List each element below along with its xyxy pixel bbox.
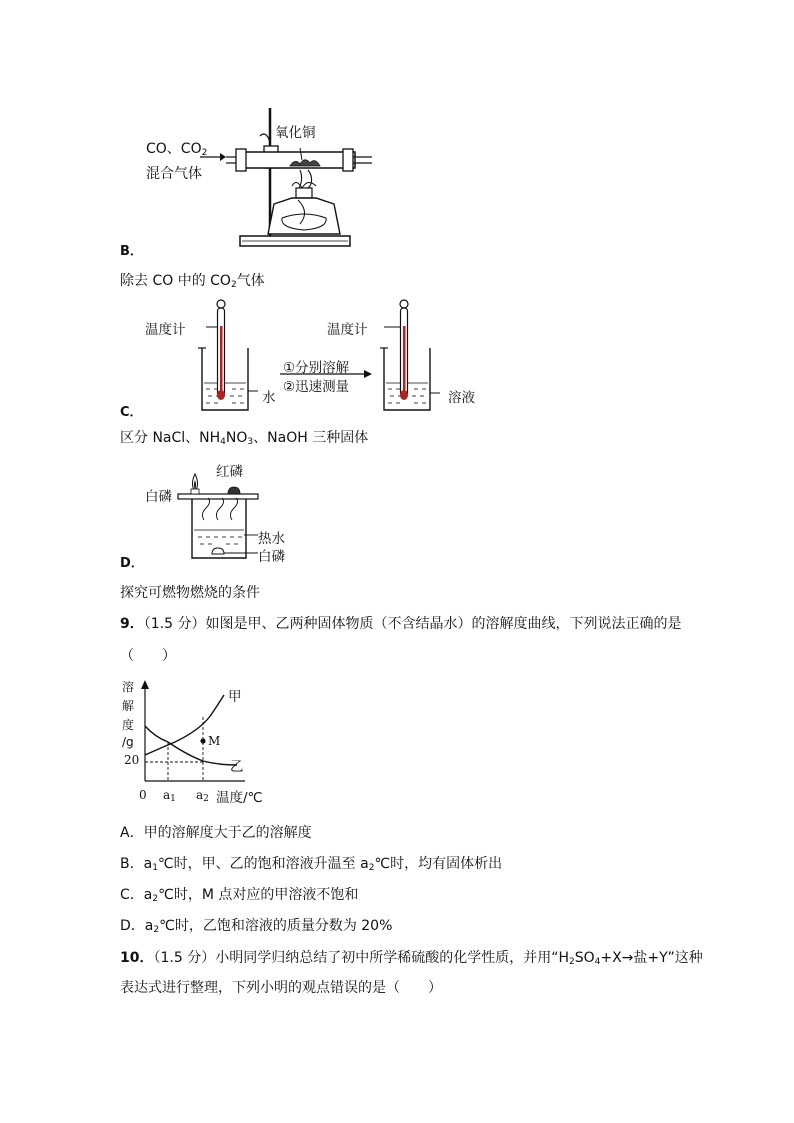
graph-a1-sub: 1 [170, 794, 176, 804]
q9-choice-b[interactable] [120, 853, 502, 873]
graph-y-tick-20: 20 [124, 753, 140, 767]
step1-label: ①分别溶解 [283, 360, 350, 376]
q10-line1-post: +X→盐+Y”这种 [600, 950, 703, 966]
option-c-figure [140, 292, 500, 417]
graph-a2-sub: 2 [203, 794, 209, 804]
q9-stem-line1: （1.5 分）如图是甲、乙两种固体物质（不含结晶水）的溶解度曲线，下列说法正确的是 [143, 616, 682, 632]
graph-curve-yi-label: 乙 [230, 759, 244, 775]
gas-mixture-label [146, 138, 207, 158]
option-c-description [120, 427, 368, 447]
q9-stem-line2: （ ） [120, 648, 176, 664]
graph-origin: 0 [139, 788, 147, 802]
graph-point-m-label: M [208, 734, 221, 748]
white-phosphorus-bottom-label: 白磷 [258, 549, 285, 565]
water-label: 水 [262, 390, 276, 406]
graph-curve-jia-label: 甲 [228, 689, 242, 705]
q10-line1-mid: SO [574, 950, 595, 966]
white-phosphorus-top-label: 白磷 [145, 489, 172, 505]
thermometer-label-left: 温度计 [145, 322, 186, 338]
copper-oxide-label: 氧化铜 [275, 125, 316, 141]
solution-label: 溶液 [448, 390, 475, 406]
q9-stem [120, 613, 681, 633]
option-c-desc-part2: NO [225, 430, 248, 446]
q10-number: 10． [120, 950, 154, 966]
gas-mixture-label-line2: 混合气体 [146, 166, 202, 182]
q9-choice-d-sub: 2 [153, 925, 160, 935]
graph-a1-base: a [163, 788, 171, 802]
q9-choice-d-pre: D．a [120, 918, 154, 934]
q9-choice-d[interactable] [120, 915, 392, 935]
option-d-letter: D． [120, 556, 144, 571]
q9-choice-d-post: ℃时，乙饱和溶液的质量分数为 20% [159, 918, 393, 934]
graph-ylabel-3: 度 [122, 718, 135, 732]
q9-number: 9． [120, 616, 144, 632]
q10-line1-pre: （1.5 分）小明同学归纳总结了初中所学稀硫酸的化学性质，并用“H [153, 950, 569, 966]
point-m [200, 738, 205, 743]
q9-choice-c-post: ℃时，M 点对应的甲溶液不饱和 [158, 887, 359, 903]
q9-choice-b-mid: ℃时，甲、乙的饱和溶液升温至 a [157, 856, 369, 872]
q10-line1-sub1: 2 [568, 957, 575, 967]
hot-water-label: 热水 [258, 531, 285, 547]
option-b-description [120, 270, 265, 290]
curve-yi [145, 726, 237, 765]
red-phosphorus-label: 红磷 [216, 464, 243, 480]
step2-label: ②迅速测量 [283, 379, 350, 395]
q9-choice-b-post: ℃时，均有固体析出 [374, 856, 503, 872]
option-c-desc-part3: 、NaOH 三种固体 [253, 430, 369, 446]
q9-choice-c[interactable] [120, 884, 358, 904]
option-c-desc-sub2: 3 [247, 437, 254, 447]
graph-ylabel-1: 溶 [122, 680, 135, 694]
q9-choice-b-pre: B．a [120, 856, 153, 872]
q10-line1-sub2: 4 [594, 957, 601, 967]
q9-choice-b-sub1: 1 [152, 863, 158, 873]
graph-ylabel-4: /g [122, 735, 134, 749]
option-b-desc-text: 除去 CO 中的 CO [120, 273, 231, 289]
q9-choice-c-pre: C．a [120, 887, 153, 903]
graph-xlabel: 温度/℃ [216, 790, 263, 806]
thermometer-beakers-diagram [140, 292, 500, 417]
option-c-desc-part1: 区分 NaCl、NH [120, 430, 221, 446]
q9-choice-a[interactable]: A．甲的溶解度大于乙的溶解度 [120, 825, 312, 841]
option-b-letter: B． [120, 244, 143, 259]
q9-choice-c-sub: 2 [152, 894, 159, 904]
option-c-letter: C． [120, 405, 143, 420]
gas-label-subscript: 2 [201, 148, 208, 158]
q9-choice-b-sub2: 2 [368, 863, 375, 873]
graph-a2-base: a [196, 788, 204, 802]
q10-stem [120, 947, 703, 967]
option-c-desc-sub1: 4 [220, 437, 226, 447]
q10-stem-line2: 表达式进行整理，下列小明的观点错误的是（ ） [120, 980, 442, 996]
option-b-desc-suffix: 气体 [236, 273, 265, 289]
graph-a1 [163, 788, 176, 804]
option-b-desc-subscript: 2 [230, 280, 237, 290]
graph-a2 [196, 788, 209, 804]
thermometer-label-right: 温度计 [327, 322, 368, 338]
option-d-description: 探究可燃物燃烧的条件 [120, 585, 260, 601]
gas-label-text: CO、CO [146, 141, 202, 157]
graph-ylabel-2: 解 [122, 699, 135, 713]
